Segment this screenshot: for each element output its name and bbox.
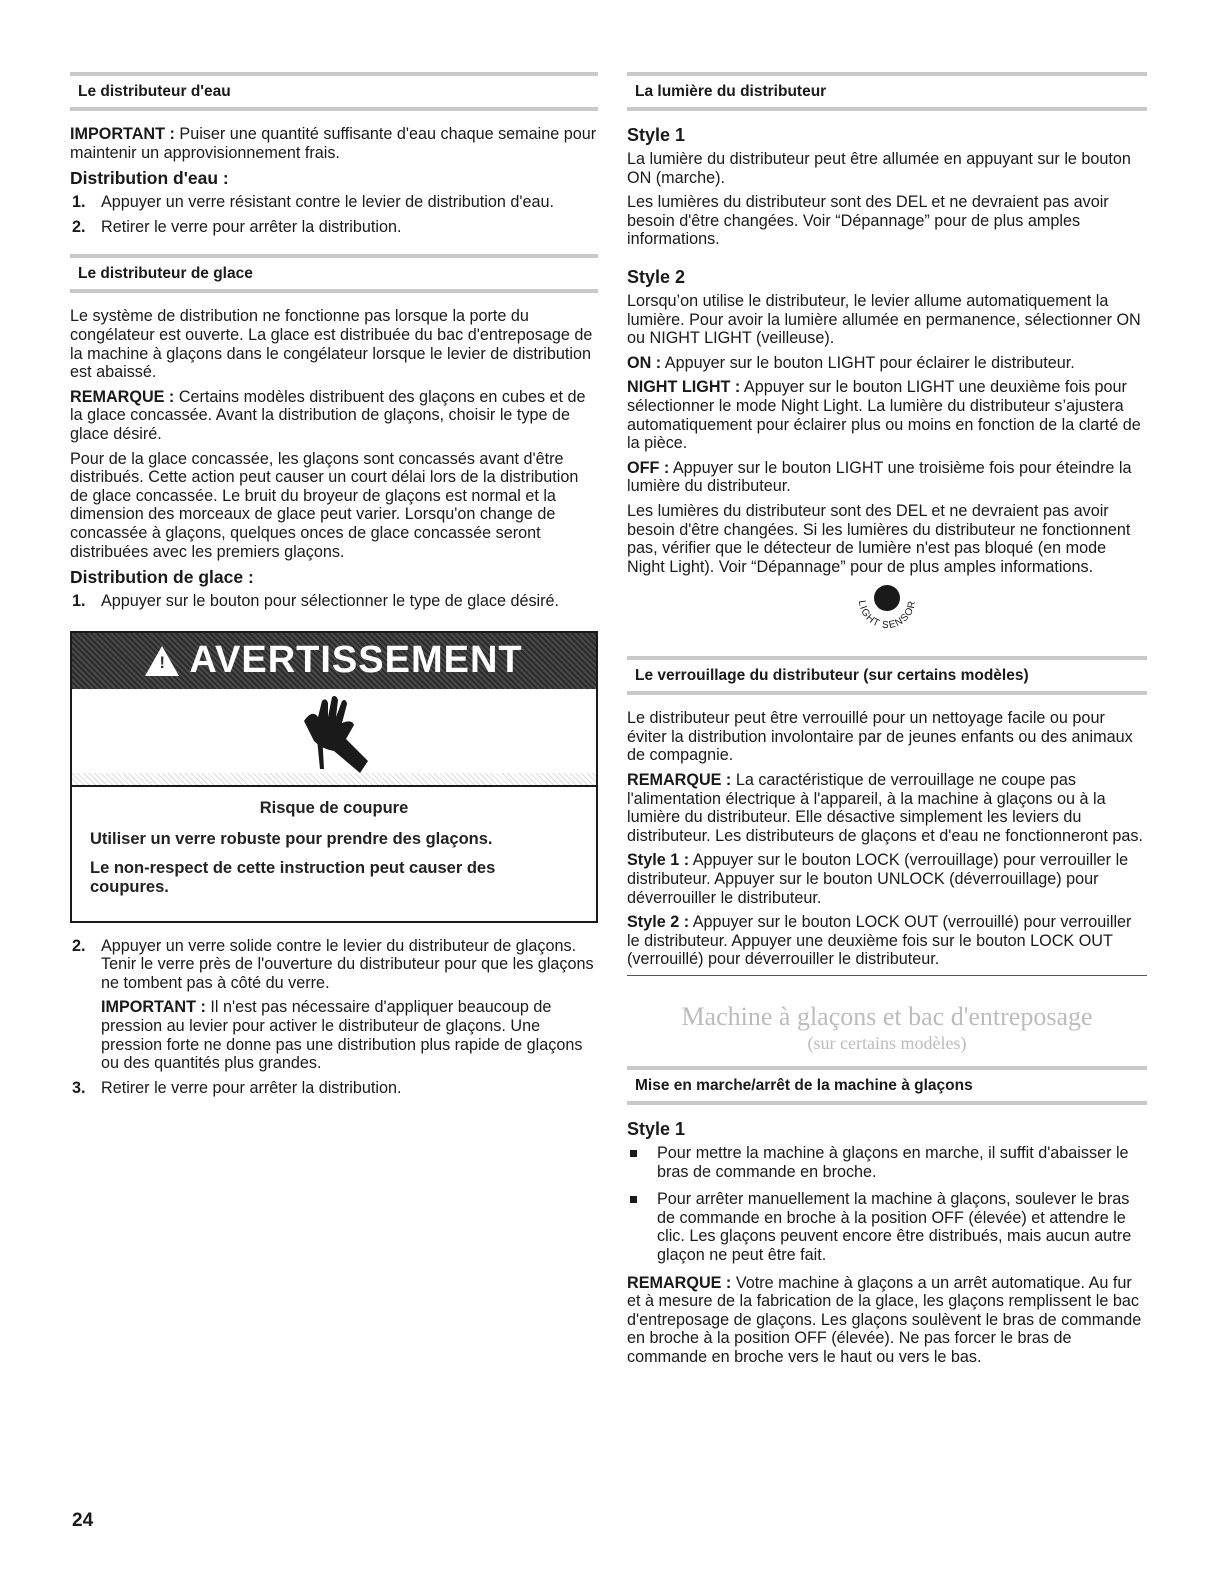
warning-box [70, 631, 598, 923]
off-paragraph: OFF : Appuyer sur le bouton LIGHT une troisième fois pour éteindre la lumière du distributeur. [627, 458, 1132, 496]
icemaker-note: REMARQUE : Votre machine à glaçons a un arrêt automatique. Au fur et à mesure de la fabrication de la glace, les glaçons remplissent le bac d'entreposage de glaçons. Les glaçons soulèvent le bras de commande en broche à la position OFF (élevée). Ne pas forcer le bras de commande en broche vers le haut ou vers le bas. [627, 1273, 1142, 1366]
on-paragraph: ON : Appuyer sur le bouton LIGHT pour éclairer le distributeur. [627, 353, 1075, 372]
left-column [70, 72, 598, 1103]
warning-triangle-icon: ! [145, 646, 179, 676]
style2-paragraph: Les lumières du distributeur sont des DEL et ne devraient pas avoir besoin d'être changées. Si les lumières du distributeur ne fonctionnent pas, vérifier que le détecteur de lumière n'est pas bloqué (en mode Night Light). Voir “Dépannage” pour de plus amples informations. [627, 501, 1131, 576]
night-light-paragraph: NIGHT LIGHT : Appuyer sur le bouton LIGHT une deuxième fois pour sélectionner le mode Night Light. La lumière du distributeur s’ajustera automatiquement pour éclairer plus ou moins en fonction de la clarté de la pièce. [627, 378, 1141, 453]
list-item: 2. Appuyer un verre solide contre le levier du distributeur de glaçons. Tenir le verre près de l'ouverture du distributeur pour que les glaçons ne tombent pas à côté du verre. IMPORTANT : Il n'est pas nécessaire d'appliquer beaucoup de pression au levier pour activer le distributeur de glaçons. Une pression forte ne donne pas une distribution plus rapide de glaçons ou des quantités plus grandes. [70, 937, 598, 1073]
page-number: 24 [72, 1510, 94, 1531]
section-heading-water-dispenser: Le distributeur d'eau [70, 72, 598, 111]
water-steps [70, 193, 598, 236]
ice-steps [70, 592, 598, 611]
warning-instruction: Utiliser un verre robuste pour prendre des glaçons. [90, 829, 493, 848]
section-heading-ice-dispenser: Le distributeur de glace [70, 254, 598, 293]
list-item: 1. Appuyer un verre résistant contre le levier de distribution d'eau. [72, 193, 554, 212]
important-label: IMPORTANT : [70, 125, 175, 143]
warning-header [72, 633, 596, 689]
subheading-ice-distribution: Distribution de glace : [70, 567, 254, 588]
lock-paragraph: Le distributeur peut être verrouillé pour un nettoyage facile ou pour éviter la distribution involontaire par de jeunes enfants ou des animaux de compagnie. [627, 709, 1133, 765]
list-item: 2. Retirer le verre pour arrêter la distribution. [72, 217, 402, 236]
section-heading-icemaker-onoff: Mise en marche/arrêt de la machine à glaçons [627, 1066, 1147, 1105]
style2-heading: Style 2 [627, 266, 686, 287]
section-heading-dispenser-lock: Le verrouillage du distributeur (sur certains modèles) [627, 656, 1147, 695]
list-item: Pour arrêter manuellement la machine à glaçons, soulever le bras de commande en broche à la position OFF (élevée) et attendre le clic. Les glaçons peuvent encore être distribués, mais aucun autre glaçon ne peut être fait. [627, 1190, 1147, 1264]
style1-heading: Style 1 [627, 125, 686, 145]
list-item: 3. Retirer le verre pour arrêter la distribution. [72, 1078, 402, 1097]
cut-hazard-icon [72, 689, 596, 787]
warning-body [72, 787, 596, 921]
icemaker-banner [627, 1002, 1147, 1054]
section-heading-dispenser-light: La lumière du distributeur [627, 72, 1147, 111]
light-sensor-label: LIGHT SENSOR [855, 599, 919, 632]
divider [627, 975, 1147, 976]
warning-risk-title: Risque de coupure [259, 798, 409, 817]
list-item: Pour mettre la machine à glaçons en marche, il suffit d'abaisser le bras de commande en broche. [627, 1144, 1147, 1181]
warning-consequence: Le non-respect de cette instruction peut causer des coupures. [90, 858, 496, 896]
right-column [627, 72, 1147, 1373]
lock-note: REMARQUE : La caractéristique de verrouillage ne coupe pas l'alimentation électrique à l'appareil, à la machine à glaçons ou à la lumière du distributeur. Elle désactive simplement les leviers du distributeur. Les distributeurs de glaçons et d'eau ne fonctionneront pas. [627, 771, 1144, 845]
banner-subtitle: (sur certains modèles) [807, 1033, 967, 1053]
lock-style2: Style 2 : Appuyer sur le bouton LOCK OUT (verrouillé) pour verrouiller le distributeur. Appuyer une deuxième fois sur le bouton LOCK OUT (verrouillé) pour déverrouiller le distributeur. [627, 913, 1132, 969]
style1-paragraph: La lumière du distributeur peut être allumée en appuyant sur le bouton ON (marche). [627, 150, 1131, 187]
ice-paragraph: Pour de la glace concassée, les glaçons sont concassés avant d'être distribués. Cette action peut causer un court délai lors de la distribution de glace concassée. Le bruit du broyeur de glaçons est normal et la dimension des morceaux de glace peut varier. Lorsqu'on change de concassée à glaçons, quelques onces de glace concassée seront distribuées avec les premiers glaçons. [70, 449, 579, 561]
style2-paragraph: Lorsqu’on utilise le distributeur, le levier allume automatiquement la lumière. Pour avoir la lumière allumée en permanence, sélectionner ON ou NIGHT LIGHT (veilleuse). [627, 291, 1141, 348]
water-important: IMPORTANT : Puiser une quantité suffisante d'eau chaque semaine pour maintenir un approvisionnement frais. [70, 125, 597, 162]
ice-note: REMARQUE : Certains modèles distribuent des glaçons en cubes et de la glace concassée. Avant la distribution de glaçons, choisir le type de glace désiré. [70, 387, 586, 443]
subheading-water-distribution: Distribution d'eau : [70, 168, 229, 189]
icemaker-style-heading: Style 1 [627, 1119, 686, 1139]
ice-steps-continued [70, 937, 598, 1098]
style1-paragraph: Les lumières du distributeur sont des DEL et ne devraient pas avoir besoin d'être changées. Voir “Dépannage” pour de plus amples informations. [627, 193, 1109, 249]
list-item: 1. Appuyer sur le bouton pour sélectionner le type de glace désiré. [72, 592, 560, 611]
icemaker-bullets [627, 1144, 1147, 1265]
warning-title: AVERTISSEMENT [189, 639, 523, 682]
ice-paragraph: Le système de distribution ne fonctionne pas lorsque la porte du congélateur est ouverte. La glace est distribuée du bac d'entreposage de la machine à glaçons dans le congélateur lorsque le levier de distribution est abaissé. [70, 307, 593, 382]
lock-style1: Style 1 : Appuyer sur le bouton LOCK (verrouillage) pour verrouiller le distributeur. Appuyer sur le bouton UNLOCK (déverrouillage) pour déverrouiller le distributeur. [627, 851, 1129, 907]
ice-step2-important: IMPORTANT : Il n'est pas nécessaire d'appliquer beaucoup de pression au levier pour activer le distributeur de glaçons. Une pression forte ne donne pas une distribution plus rapide de glaçons ou des quantités plus grandes. [101, 998, 583, 1073]
banner-title: Machine à glaçons et bac d'entreposage [681, 1002, 1093, 1031]
light-sensor-icon [627, 582, 1147, 636]
